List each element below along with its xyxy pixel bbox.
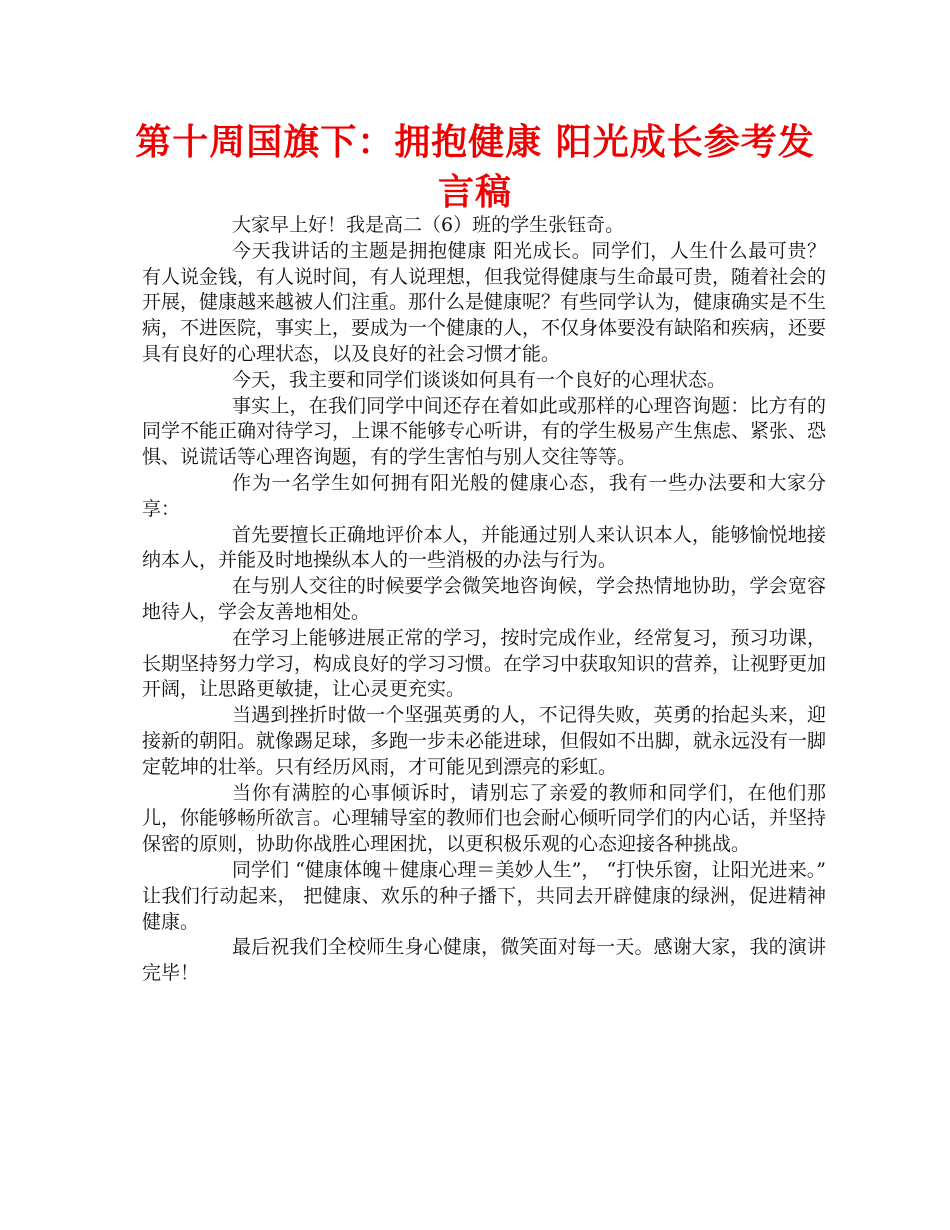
paragraph-greeting: 大家早上好！我是高二（6）班的学生张钰奇。 <box>232 214 625 236</box>
paragraph-topic: 今天我讲话的主题是拥抱健康 阳光成长。同学们，人生什么最可贵？有人说金钱，有人说时间，有人说理想，但我觉得健康与生命最可贵，随着社会的开展，健康越来越被人们注重。那什么是健康呢？有些同学认为，健康确实是不生病，不进医院，事实上，要成为一个健康的人，不仅身体要没有缺陷和疾病，还要具有良好的心理状态，以及良好的社会习惯才能。 <box>142 239 827 365</box>
paragraph-focus: 今天，我主要和同学们谈谈如何具有一个良好的心理状态。 <box>232 368 727 391</box>
document-title: 第十周国旗下：拥抱健康 阳光成长参考发言稿 <box>135 122 815 213</box>
paragraph-social: 在与别人交往的时候要学会微笑地咨询候，学会热情地协助，学会宽容地待人，学会友善地相处。 <box>142 575 826 623</box>
paragraph-study: 在学习上能够进展正常的学习，按时完成作业，经常复习，预习功课，长期坚持努力学习，构成良好的学习习惯。在学习中获取知识的营养，让视野更加开阔，让思路更敏捷，让心灵更充实。 <box>142 626 827 701</box>
document-body <box>142 213 826 987</box>
paragraph-call-to-action: 同学们 “健康体魄＋健康心理＝美妙人生”， “打快乐窗，让阳光进来。” 让我们行动起来， 把健康、欢乐的种子播下，共同去开辟健康的绿洲，促进精神健康。 <box>142 858 826 933</box>
paragraph-counseling: 当你有满腔的心事倾诉时，请别忘了亲爱的教师和同学们，在他们那儿，你能够畅所欲言。心理辅导室的教师们也会耐心倾听同学们的内心话，并坚持保密的原则，协助你战胜心理困扰，以更积极乐观的心态迎接各种挑战。 <box>142 781 827 856</box>
paragraph-closing: 最后祝我们全校师生身心健康，微笑面对每一天。感谢大家，我的演讲完毕！ <box>142 936 826 985</box>
paragraph-self-evaluation: 首先要擅长正确地评价本人，并能通过别人来认识本人，能够愉悦地接纳本人，并能及时地操纵本人的一些消极的办法与行为。 <box>142 523 826 572</box>
paragraph-methods-intro: 作为一名学生如何拥有阳光般的健康心态，我有一些办法要和大家分享： <box>142 471 826 520</box>
paragraph-problems: 事实上，在我们同学中间还存在着如此或那样的心理咨询题：比方有的同学不能正确对待学习，上课不能够专心听讲，有的学生极易产生焦虑、紧张、恐惧、说谎话等心理咨询题，有的学生害怕与别人交往等等。 <box>142 394 827 469</box>
paragraph-setbacks: 当遇到挫折时做一个坚强英勇的人，不记得失败，英勇的抬起头来，迎接新的朝阳。就像踢足球，多跑一步未必能进球，但假如不出脚，就永远没有一脚定乾坤的壮举。只有经历风雨，才可能见到漂亮的彩虹。 <box>142 704 827 778</box>
